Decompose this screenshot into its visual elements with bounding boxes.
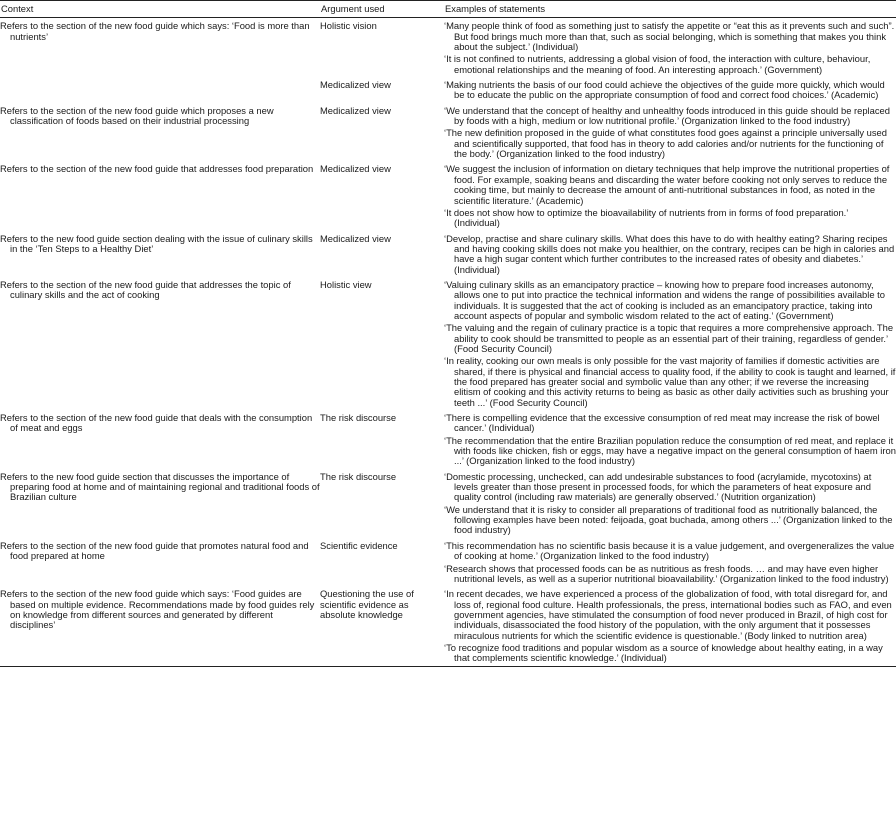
- context-cell: [0, 77, 320, 103]
- argument-cell: Medicalized view: [320, 163, 391, 175]
- argument-cell: Holistic vision: [320, 20, 377, 32]
- statement-text: ‘Develop, practise and share culinary skills. What does this have to do with healthy eating? Sharing recipes and having cooking skills does not make you healthier, on the contrary, recipes can be high in calories and have a high sugar content which further contributes to the increased rates of obesity and diabetes.’ (Individual): [444, 232, 895, 275]
- statements-cell: [444, 18, 896, 77]
- context-text: Refers to the section of the new food guide that promotes natural food and food prepared at home: [0, 539, 309, 562]
- argument-cell: Holistic view: [320, 278, 372, 290]
- statements-cell: [444, 469, 896, 538]
- header-argument: Argument used: [320, 1, 444, 18]
- statement-text: ‘We understand that it is risky to consider all preparations of traditional food as nutritionally balanced, the following examples have been noted: feijoada, goat buchada, among others ...’ (Organization linked to the food industry): [444, 503, 893, 536]
- context-text: Refers to the new food guide section that discusses the importance of preparing food at home and of maintaining regional and traditional foods of Brazilian culture: [0, 470, 320, 503]
- table-row: [0, 18, 896, 77]
- context-text: Refers to the section of the new food guide which says: ‘Food guides are based on multiple evidence. Recommendations made by food guides rely on knowledge from different sources and generated by different disciplines’: [0, 588, 315, 631]
- statement-text: ‘Domestic processing, unchecked, can add undesirable substances to food (acrylamide, mycotoxins) at levels greater than those present in processed foods, for which the parameters of heat exposure and quality control (including raw materials) are generally observed.’ (Nutrition organization): [444, 470, 872, 503]
- statements-cell: [444, 161, 896, 230]
- table-row: [0, 410, 896, 469]
- statement-text: ‘To recognize food traditions and popular wisdom as a source of knowledge about healthy eating, in a way that complements scientific knowledge.’ (Individual): [444, 641, 883, 664]
- statement-text: ‘Valuing culinary skills as an emancipatory practice – knowing how to prepare food increases autonomy, allows one to put into practice the technical information and widens the range of possibilities available to individuals. It is suggested that the act of cooking is included as an emancipatory practice, taking into account aspects of popular and symbolic wisdom related to the act of eating.’ (Government): [444, 278, 885, 321]
- context-cell: [0, 410, 320, 469]
- argument-cell: The risk discourse: [320, 412, 397, 424]
- statements-cell: [444, 586, 896, 666]
- argument-cell: Medicalized view: [320, 104, 391, 116]
- table-row: [0, 538, 896, 586]
- context-text: Refers to the section of the new food guide that deals with the consumption of meat and eggs: [0, 412, 313, 434]
- context-cell: [0, 586, 320, 666]
- table-row: [0, 586, 896, 666]
- argument-cell: Medicalized view: [320, 232, 391, 244]
- statement-text: ‘Research shows that processed foods can be as nutritious as fresh foods. … and may have even higher nutritional levels, as well as a superior nutritional bioavailability.’ (Organization linked to the food industry): [444, 562, 889, 584]
- statements-cell: [444, 103, 896, 162]
- context-cell: [0, 277, 320, 410]
- statement-text: ‘Many people think of food as something just to satisfy the appetite or “eat this as it prevents such and such”. But food brings much more than that, such as social belonging, which is something that makes you think about the subject.’ (Individual): [444, 20, 895, 53]
- statement-text: ‘We understand that the concept of healthy and unhealthy foods introduced in this guide should be replaced by foods with a high, medium or low nutritional profile.’ (Organization linked to the food industry): [444, 104, 890, 127]
- context-cell: [0, 231, 320, 277]
- table-row: [0, 161, 896, 230]
- context-cell: [0, 103, 320, 162]
- statement-text: ‘Making nutrients the basis of our food could achieve the objectives of the guide more quickly, which would be to educate the public on the appropriate consumption of food and correct food choices.’ (Academic): [444, 79, 885, 101]
- statements-cell: [444, 538, 896, 586]
- argument-cell: Medicalized view: [320, 79, 391, 91]
- table-row: [0, 277, 896, 410]
- statement-text: ‘We suggest the inclusion of information on dietary techniques that help improve the nutritional properties of food. For example, soaking beans and discarding the water before cooking not only serves to reduce the cooking time, but mainly to decrease the amount of anti-nutritional substances in food, as noted in the scientific literature.’ (Academic): [444, 163, 890, 206]
- statement-text: ‘In reality, cooking our own meals is only possible for the vast majority of families if domestic activities are shared, if there is physical and financial access to quality food, if the ability to cook is taught and learned, if the food prepared has greater social and symbolic value than any other; if we reverse the increasing elitism of cooking and this activity returns to being as basic as other daily activities such as brushing your teeth ...’ (Food Security Council): [444, 355, 896, 408]
- argument-cell: The risk discourse: [320, 470, 397, 482]
- argument-cell: Scientific evidence: [320, 539, 398, 551]
- header-examples: Examples of statements: [444, 1, 896, 18]
- table-row: [0, 469, 896, 538]
- context-cell: [0, 538, 320, 586]
- context-text: Refers to the section of the new food guide which says: ‘Food is more than nutrients’: [0, 20, 310, 42]
- context-text: Refers to the section of the new food guide which proposes a new classification of foods based on their industrial processing: [0, 104, 274, 127]
- header-context: Context: [0, 1, 320, 18]
- statements-cell: [444, 410, 896, 469]
- statement-text: ‘The valuing and the regain of culinary practice is a topic that requires a more comprehensive approach. The ability to cook should be transmitted to people as an essential part of their training, regardless of gender.’ (Food Security Council): [444, 322, 894, 354]
- table-body: [0, 18, 896, 666]
- statement-text: ‘There is compelling evidence that the excessive consumption of red meat may increase the risk of bowel cancer.’ (Individual): [444, 412, 880, 434]
- context-cell: [0, 469, 320, 538]
- statement-text: ‘The new definition proposed in the guide of what constitutes food goes against a principle universally used and scientifically supported, that food has in theory to add calories and/or nutrients for the functioning of the body.’ (Organization linked to the food industry): [444, 127, 887, 160]
- table-row: [0, 77, 896, 103]
- statements-cell: [444, 277, 896, 410]
- header-row: [0, 1, 896, 18]
- statement-text: ‘This recommendation has no scientific basis because it is a value judgement, and overgeneralizes the value of cooking at home.’ (Organization linked to the food industry): [444, 539, 895, 562]
- context-text: Refers to the section of the new food guide that addresses food preparation: [0, 163, 314, 175]
- statements-cell: [444, 77, 896, 103]
- argument-cell: Questioning the use of scientific evidence as absolute knowledge: [320, 588, 414, 620]
- context-cell: [0, 18, 320, 77]
- statement-text: ‘It does not show how to optimize the bioavailability of nutrients from in forms of food preparation.’ (Individual): [444, 206, 849, 229]
- statement-text: ‘The recommendation that the entire Brazilian population reduce the consumption of red meat, and replace it with foods like chicken, fish or eggs, may have a negative impact on the general consumption of haem iron ...’ (Organization linked to the food industry): [444, 434, 896, 467]
- statement-text: ‘In recent decades, we have experienced a process of the globalization of food, with total disregard for, and loss of, regional food culture. Health professionals, the press, international bodies such as FAO, and even government agencies, have stimulated the consumption of food never produced in Brazil, of high cost for individuals, disassociated the food history of the population, with the only argument that it possesses miraculous nutrients for which the scientific evidence is questionable.’ (Body linked to nutrition area): [444, 588, 892, 641]
- table-row: [0, 103, 896, 162]
- context-text: Refers to the section of the new food guide that addresses the topic of culinary skills and the act of cooking: [0, 278, 291, 301]
- table-row: [0, 231, 896, 277]
- statements-cell: [444, 231, 896, 277]
- context-cell: [0, 161, 320, 230]
- statement-text: ‘It is not confined to nutrients, addressing a global vision of food, the interaction with culture, behaviour, emotional relationships and the meaning of food. An interesting approach.’ (Government): [444, 53, 871, 75]
- context-text: Refers to the new food guide section dealing with the issue of culinary skills in the ‘Ten Steps to a Healthy Diet’: [0, 232, 313, 254]
